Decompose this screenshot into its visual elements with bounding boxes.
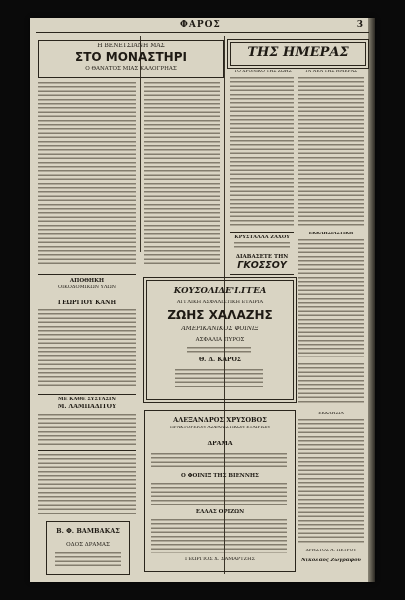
insurance-ad-agent: Θ. Δ. ΚΑΡΟΣ <box>198 357 242 363</box>
insurance-ad-company: ΖΩΗΣ ΧΑΛΑΖΗΣ <box>167 309 273 322</box>
newspaper-page <box>30 18 375 582</box>
signature-1: ΧΡΗΣΤΟΣ Α. ΠΕΤΡΟΥ <box>305 549 357 553</box>
ad-text <box>38 454 136 514</box>
article-subtitle: Ο ΘΑΝΑΤΟΣ ΜΙΑΣ ΚΑΛΟΓΡΗΑΣ <box>85 66 177 72</box>
insurance-ad-line3: ΑΜΕΡΙΚΑΝΙΚΟΣ ΦΟΙΝΙΞ <box>181 326 259 332</box>
divider <box>230 274 294 275</box>
agency-ad-line1: ΑΛΕΞΑΝΔΡΟΣ ΧΡΥΣΟΒΟΣ <box>173 417 267 424</box>
divider <box>38 394 136 395</box>
ad-vamvakas-street: ΟΔΟΣ ΔΡΑΜΑΣ <box>66 542 110 548</box>
ad-warehouse-line2: ΟΙΚΟΔΟΜΙΚΩΝ ΥΛΩΝ <box>58 285 116 290</box>
agency-ad-box <box>144 410 296 572</box>
ad-text <box>38 309 136 389</box>
divider <box>38 274 136 275</box>
ad-recommend-name: Μ. ΛΑΜΠΑΔΙΤΟΥ <box>57 404 117 410</box>
article-kicker: Η ΒΕΝΕΤΣΙΑΝΗ ΜΑΣ <box>97 43 165 49</box>
agency-ad-line3: ΔΡΑΜΑ <box>207 441 233 447</box>
right-text-col-d <box>298 363 364 405</box>
small-ad-name: ΚΡΥΣΤΑΛΛΑ ΖΑΧΟΥ <box>234 235 290 240</box>
ad-text <box>55 552 121 568</box>
ad-vamvakas-box <box>46 521 130 575</box>
small-ad-text <box>234 242 290 250</box>
article-title-box <box>38 40 224 78</box>
insurance-ad-box <box>146 280 294 400</box>
church-heading: ΕΚΚΛΗΣΙΑ <box>318 412 344 416</box>
chronicle-heading: ΕΚΚΛΗΣΙΑΣΤΙΚΗ <box>308 232 354 236</box>
small-ad-cta: ΔΙΑΒΑΣΕΤΕ ΤΗΝ <box>235 254 289 260</box>
article-title: ΣΤΟ ΜΟΝΑΣΤΗΡΙ <box>75 51 187 64</box>
article-text-col-b <box>144 82 220 267</box>
section-subhead-2: ΤΑ ΝΕΑ ΤΗΣ ΗΜΕΡΑΣ <box>304 70 358 74</box>
ad-text <box>151 483 287 505</box>
ad-text <box>38 414 136 446</box>
header-rule <box>36 32 369 33</box>
article-text-col-a <box>38 82 136 267</box>
agency-ad-line2: ΠΡΑΚΤΟΡΕΙΟΝ ΑΣΦΑΛΙΣΤΙΚΩΝ ΕΤΑΙΡΙΩΝ <box>169 426 270 430</box>
ad-text <box>151 453 287 469</box>
column-heading: ΤΗΣ ΗΜΕΡΑΣ <box>247 46 349 60</box>
signature-2: Νικόλαος Ζωγράφου <box>301 558 361 563</box>
divider <box>38 450 136 451</box>
divider <box>230 232 294 233</box>
ad-warehouse-name: ΓΕΩΡΓΙΟΥ ΚΑΝΗ <box>57 300 117 306</box>
ad-recommend-title: ΜΕ ΚΑΘΕ ΣΥΣΤΑΣΙΝ <box>58 397 116 402</box>
column-heading-box <box>230 42 366 66</box>
ad-text <box>187 347 251 353</box>
section-subhead-1: ΤΟ ΧΡΟΝΙΚΟ ΤΗΣ ΖΩΗΣ <box>234 70 292 74</box>
page-edge-shadow <box>368 18 375 582</box>
insurance-ad-line2: ΑΓΓΛΙΚΗ ΑΣΦΑΛΙΣΤΙΚΗ ΕΤΑΙΡΙΑ <box>176 300 264 305</box>
right-text-col-b <box>298 77 364 227</box>
insurance-ad-line4: ΑΣΦΑΛΙΑ ΠΥΡΟΣ <box>195 337 245 343</box>
ad-warehouse-line1: ΑΠΟΘΗΚΗ <box>69 278 105 284</box>
agency-ad-line5: ΕΛΛΑΣ ΟΡΙΖΩΝ <box>195 509 245 515</box>
right-text-col-c <box>298 239 364 357</box>
ad-vamvakas-name: Β. Φ. ΒΑΜΒΑΚΑΣ <box>56 528 120 535</box>
agency-ad-footer: ΓΕΩΡΓΙΟΣ Χ. ΣΑΜΑΡΤΖΗΣ <box>185 557 255 562</box>
ad-text <box>175 369 263 387</box>
ad-text <box>151 519 287 553</box>
masthead: ΦΑΡΟΣ <box>180 20 221 30</box>
page-number: 3 <box>356 20 363 30</box>
insurance-ad-line1: ΚΟΥΣΟΛΙΔΕ'Ι.ΓΓΕΑ <box>173 287 267 296</box>
right-text-col-e <box>298 419 364 545</box>
right-text-col-a <box>230 77 294 227</box>
brand-name: ΓΚΟΣΣΟΥ <box>237 261 287 271</box>
agency-ad-line4: Ο ΦΟΙΝΙΞ ΤΗΣ ΒΙΕΝΝΗΣ <box>181 473 259 479</box>
